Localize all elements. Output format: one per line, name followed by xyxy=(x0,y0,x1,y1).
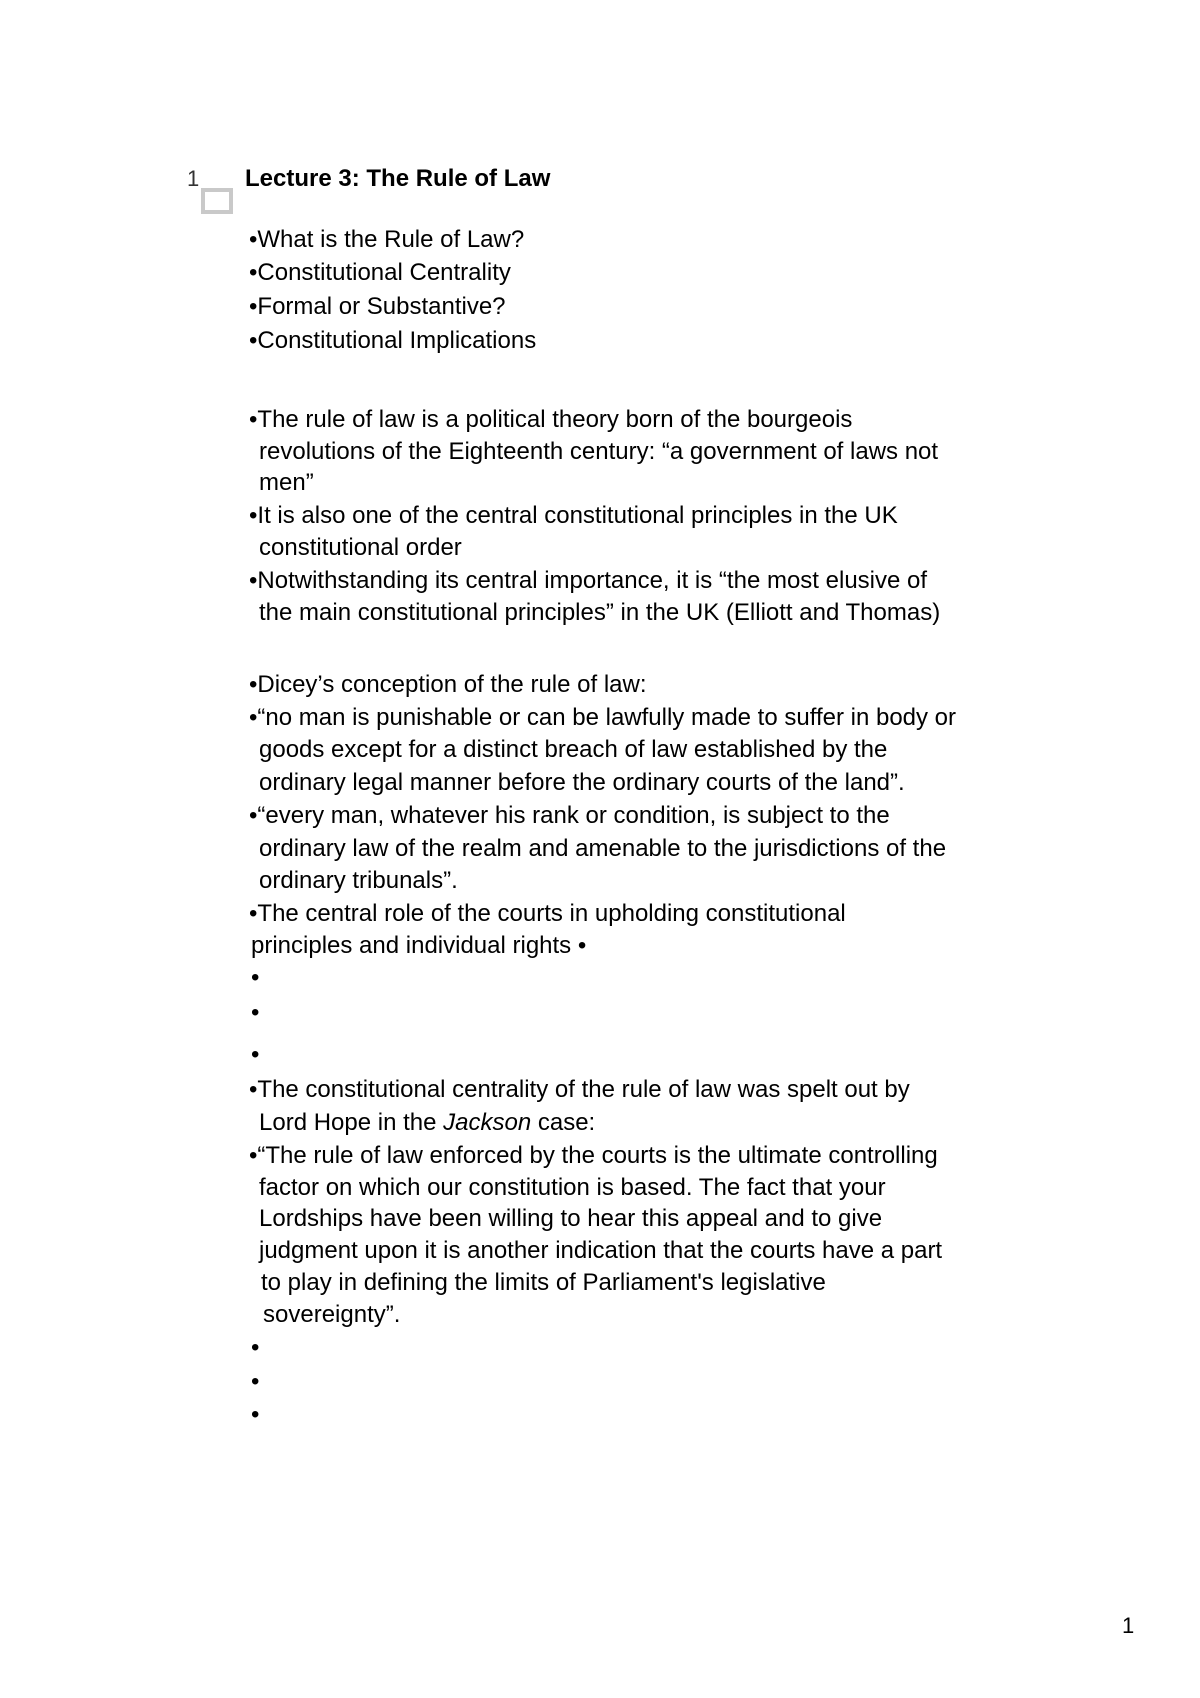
text-line: ordinary legal manner before the ordinary courts of the land”. xyxy=(259,769,905,796)
quote-line: •“The rule of law enforced by the courts is the ultimate controlling xyxy=(249,1142,938,1169)
text-line xyxy=(259,1108,595,1138)
text-line: •The rule of law is a political theory born of the bourgeois xyxy=(249,406,853,433)
text-line: ordinary law of the realm and amenable to the jurisdictions of the xyxy=(259,835,947,862)
empty-bullet: • xyxy=(251,999,260,1026)
text-line: ordinary tribunals”. xyxy=(259,867,458,894)
outline-item: •Constitutional Implications xyxy=(249,327,537,354)
empty-bullet: • xyxy=(251,1401,260,1428)
text-line: •The constitutional centrality of the rule of law was spelt out by xyxy=(249,1076,910,1103)
text-line: the main constitutional principles” in the UK (Elliott and Thomas) xyxy=(259,599,941,626)
text-line: principles and individual rights • xyxy=(251,932,587,959)
text-line: •Notwithstanding its central importance, it is “the most elusive of xyxy=(249,567,928,594)
outline-item: •Formal or Substantive? xyxy=(249,293,506,320)
text-segment: Lord Hope in the xyxy=(259,1109,444,1136)
outline-item: •What is the Rule of Law? xyxy=(249,226,525,253)
empty-bullet: • xyxy=(251,1334,260,1361)
empty-bullet: • xyxy=(251,1368,260,1395)
quote-line: factor on which our constitution is based. The fact that your xyxy=(259,1174,886,1201)
text-line: •It is also one of the central constitutional principles in the UK xyxy=(249,502,898,529)
text-line: •Dicey’s conception of the rule of law: xyxy=(249,671,647,698)
text-line: constitutional order xyxy=(259,534,462,561)
text-line: •“every man, whatever his rank or condition, is subject to the xyxy=(249,802,890,829)
page-title: Lecture 3: The Rule of Law xyxy=(245,165,551,192)
case-name: Jackson xyxy=(443,1109,532,1136)
slide-number: 1 xyxy=(187,166,200,191)
empty-bullet: • xyxy=(251,964,260,991)
slide-thumbnail-icon xyxy=(201,188,233,214)
quote-line: sovereignty”. xyxy=(263,1301,401,1328)
text-line: men” xyxy=(259,469,314,496)
quote-line: to play in defining the limits of Parliament's legislative xyxy=(261,1269,826,1296)
text-line: goods except for a distinct breach of law established by the xyxy=(259,736,888,763)
text-line: •The central role of the courts in upholding constitutional xyxy=(249,900,846,927)
text-line: •“no man is punishable or can be lawfully made to suffer in body or xyxy=(249,704,957,731)
text-segment: case: xyxy=(531,1109,596,1136)
text-line: revolutions of the Eighteenth century: “a government of laws not xyxy=(259,438,939,465)
outline-item: •Constitutional Centrality xyxy=(249,259,511,286)
quote-line: Lordships have been willing to hear this appeal and to give xyxy=(259,1205,883,1232)
quote-line: judgment upon it is another indication that the courts have a part xyxy=(259,1237,943,1264)
page-number: 1 xyxy=(1122,1613,1135,1638)
empty-bullet: • xyxy=(251,1041,260,1068)
